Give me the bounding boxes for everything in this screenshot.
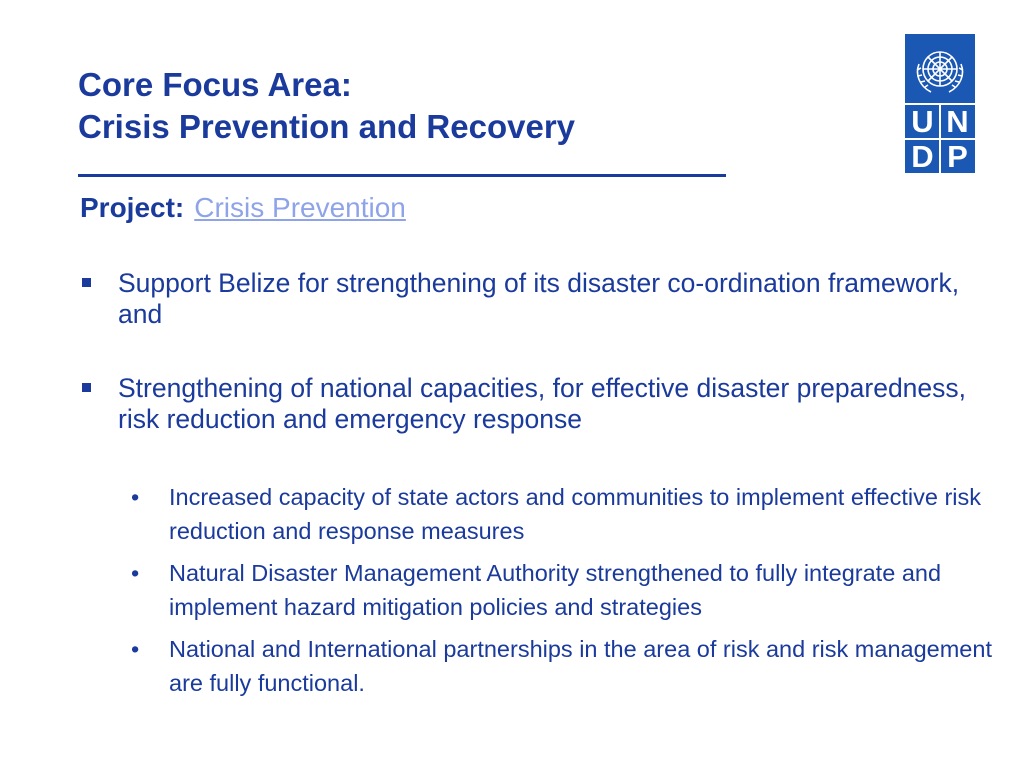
main-bullet-item <box>80 268 980 330</box>
round-bullet-icon: • <box>131 560 140 586</box>
sub-bullet-text: National and International partnerships in the area of risk and risk management are fully functional. <box>169 636 992 696</box>
logo-letter-u: U <box>911 104 934 139</box>
square-bullet-icon <box>82 278 91 287</box>
sub-bullet-text: Increased capacity of state actors and communities to implement effective risk reduction and response measures <box>169 484 981 544</box>
main-bullet-item <box>80 373 980 435</box>
sub-bullet-text: Natural Disaster Management Authority strengthened to fully integrate and implement hazard mitigation policies and strategies <box>169 560 942 620</box>
sub-bullet-item <box>128 632 998 700</box>
logo-letter-p: P <box>947 139 968 174</box>
sub-bullet-item <box>128 556 998 624</box>
project-line <box>80 191 406 225</box>
project-label: Project: <box>80 192 185 223</box>
logo-letter-d: D <box>911 139 934 174</box>
slide-title <box>78 64 718 148</box>
undp-logo <box>905 34 975 173</box>
project-link[interactable]: Crisis Prevention <box>194 192 406 223</box>
title-line-1: Core Focus Area: <box>78 66 352 103</box>
sub-bullet-list <box>128 480 998 708</box>
round-bullet-icon: • <box>131 636 140 662</box>
un-emblem-icon <box>905 34 975 103</box>
main-bullet-list <box>80 268 980 478</box>
logo-letter-n: N <box>946 104 969 139</box>
main-bullet-text: Strengthening of national capacities, for effective disaster preparedness, risk reduction and emergency response <box>118 373 967 434</box>
main-bullet-text: Support Belize for strengthening of its disaster co-ordination framework, and <box>118 268 960 329</box>
sub-bullet-item <box>128 480 998 548</box>
square-bullet-icon <box>82 383 91 392</box>
round-bullet-icon: • <box>131 484 140 510</box>
title-line-2: Crisis Prevention and Recovery <box>78 108 576 145</box>
title-underline-divider <box>78 174 726 177</box>
